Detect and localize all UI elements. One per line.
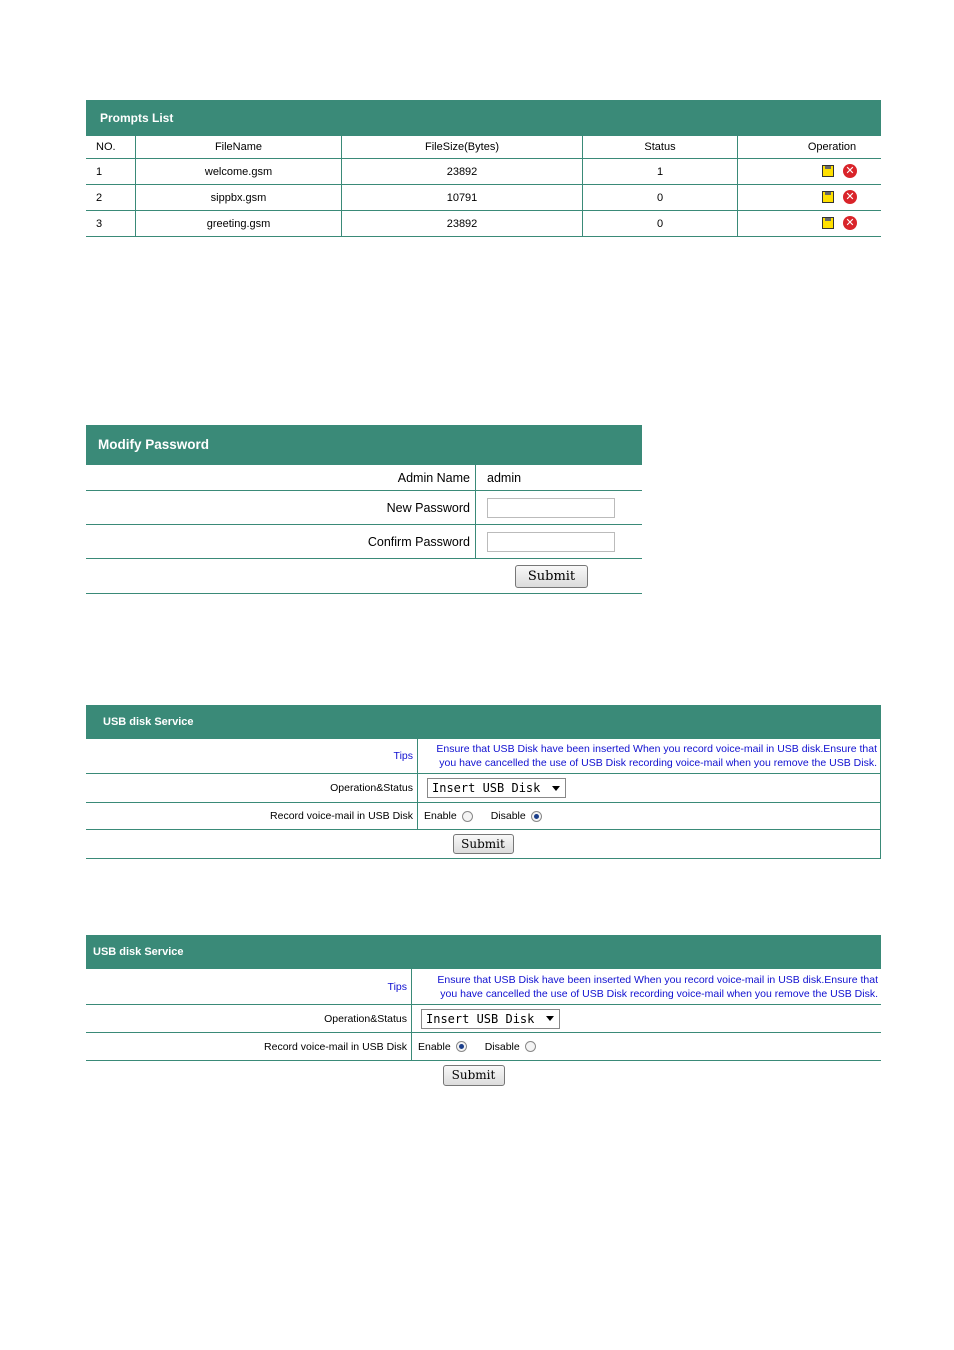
cell-filename: greeting.gsm bbox=[136, 211, 342, 237]
usb-service-panel-1 bbox=[86, 705, 881, 859]
table-row bbox=[86, 185, 881, 211]
col-header-filesize: FileSize(Bytes) bbox=[342, 136, 583, 159]
new-password-label: New Password bbox=[86, 491, 476, 524]
save-icon[interactable] bbox=[822, 217, 834, 229]
tips-row bbox=[86, 969, 881, 1005]
cell-filesize: 23892 bbox=[342, 211, 583, 237]
record-voicemail-label: Record voice-mail in USB Disk bbox=[86, 803, 418, 829]
col-header-status: Status bbox=[583, 136, 738, 159]
enable-label: Enable bbox=[424, 810, 457, 822]
usb-service-panel-2 bbox=[86, 935, 881, 1086]
cell-no: 2 bbox=[86, 185, 136, 211]
password-submit-row bbox=[86, 559, 642, 594]
record-voicemail-cell bbox=[418, 803, 880, 829]
usb-service-title: USB disk Service bbox=[86, 705, 881, 739]
disable-label: Disable bbox=[484, 1040, 520, 1053]
cell-status: 0 bbox=[583, 185, 738, 211]
operation-status-label: Operation&Status bbox=[86, 774, 418, 802]
cell-operation bbox=[738, 185, 882, 211]
tips-line-2: you have cancelled the use of USB Disk recording voice-mail when you remove the USB Disk. bbox=[439, 757, 877, 769]
usb-submit-button[interactable]: Submit bbox=[453, 834, 514, 854]
new-password-cell bbox=[476, 491, 642, 524]
record-voicemail-row bbox=[86, 803, 881, 830]
admin-name-value: admin bbox=[487, 470, 522, 485]
usb-submit-row bbox=[86, 1061, 881, 1086]
admin-name-row bbox=[86, 465, 642, 491]
modify-password-panel bbox=[86, 425, 642, 594]
prompts-list-panel bbox=[86, 100, 881, 237]
cell-status: 1 bbox=[583, 159, 738, 185]
operation-status-row bbox=[86, 774, 881, 803]
delete-icon[interactable]: ✕ bbox=[843, 190, 857, 204]
cell-operation bbox=[738, 211, 882, 237]
new-password-field[interactable] bbox=[487, 498, 615, 518]
disable-label: Disable bbox=[490, 810, 526, 822]
confirm-password-label: Confirm Password bbox=[86, 525, 476, 558]
modify-password-title: Modify Password bbox=[86, 425, 642, 465]
delete-icon[interactable]: ✕ bbox=[843, 164, 857, 178]
tips-line-1: Ensure that USB Disk have been inserted When you record voice-mail in USB disk.Ensure that bbox=[437, 973, 878, 986]
tips-cell bbox=[412, 969, 881, 1004]
operation-status-value: Insert USB Disk bbox=[432, 781, 541, 795]
col-header-filename: FileName bbox=[136, 136, 342, 159]
new-password-row bbox=[86, 491, 642, 525]
usb-service-title: USB disk Service bbox=[86, 935, 881, 969]
usb-submit-button[interactable]: Submit bbox=[443, 1065, 505, 1086]
col-header-operation: Operation bbox=[738, 136, 882, 159]
operation-status-cell bbox=[418, 774, 880, 802]
chevron-down-icon bbox=[546, 1016, 554, 1021]
save-icon[interactable] bbox=[822, 165, 834, 177]
table-header-row bbox=[86, 136, 881, 159]
tips-line-1: Ensure that USB Disk have been inserted When you record voice-mail in USB disk.Ensure that bbox=[436, 743, 877, 755]
cell-status: 0 bbox=[583, 211, 738, 237]
spacer bbox=[86, 559, 515, 593]
prompts-list-title: Prompts List bbox=[86, 100, 881, 136]
cell-no: 3 bbox=[86, 211, 136, 237]
operation-status-select[interactable] bbox=[427, 778, 566, 798]
enable-radio[interactable] bbox=[456, 1041, 467, 1052]
prompts-table bbox=[86, 136, 881, 237]
tips-label: Tips bbox=[86, 739, 418, 773]
cell-no: 1 bbox=[86, 159, 136, 185]
tips-cell bbox=[418, 739, 880, 773]
cell-filesize: 10791 bbox=[342, 185, 583, 211]
enable-label: Enable bbox=[418, 1040, 451, 1053]
cell-filename: welcome.gsm bbox=[136, 159, 342, 185]
cell-filename: sippbx.gsm bbox=[136, 185, 342, 211]
save-icon[interactable] bbox=[822, 191, 834, 203]
admin-name-label: Admin Name bbox=[86, 465, 476, 490]
operation-status-row bbox=[86, 1005, 881, 1033]
col-header-no: NO. bbox=[86, 136, 136, 159]
chevron-down-icon bbox=[552, 786, 560, 791]
tips-text bbox=[437, 973, 881, 1001]
delete-icon[interactable]: ✕ bbox=[843, 216, 857, 230]
confirm-password-cell bbox=[476, 525, 642, 558]
enable-radio[interactable] bbox=[462, 811, 473, 822]
cell-operation bbox=[738, 159, 882, 185]
usb-submit-row bbox=[86, 830, 881, 859]
record-voicemail-row bbox=[86, 1033, 881, 1061]
confirm-password-field[interactable] bbox=[487, 532, 615, 552]
operation-status-select[interactable] bbox=[421, 1009, 560, 1029]
password-submit-button[interactable]: Submit bbox=[515, 565, 588, 588]
operation-status-cell bbox=[412, 1005, 881, 1032]
disable-radio[interactable] bbox=[525, 1041, 536, 1052]
record-voicemail-cell bbox=[412, 1033, 881, 1060]
record-voicemail-label: Record voice-mail in USB Disk bbox=[86, 1033, 412, 1060]
tips-label: Tips bbox=[86, 969, 412, 1004]
confirm-password-row bbox=[86, 525, 642, 559]
cell-filesize: 23892 bbox=[342, 159, 583, 185]
table-row bbox=[86, 159, 881, 185]
tips-line-2: you have cancelled the use of USB Disk recording voice-mail when you remove the USB Disk. bbox=[440, 987, 878, 1000]
operation-status-value: Insert USB Disk bbox=[426, 1011, 535, 1026]
tips-row bbox=[86, 739, 881, 774]
table-row bbox=[86, 211, 881, 237]
tips-text bbox=[436, 742, 880, 770]
disable-radio[interactable] bbox=[531, 811, 542, 822]
operation-status-label: Operation&Status bbox=[86, 1005, 412, 1032]
